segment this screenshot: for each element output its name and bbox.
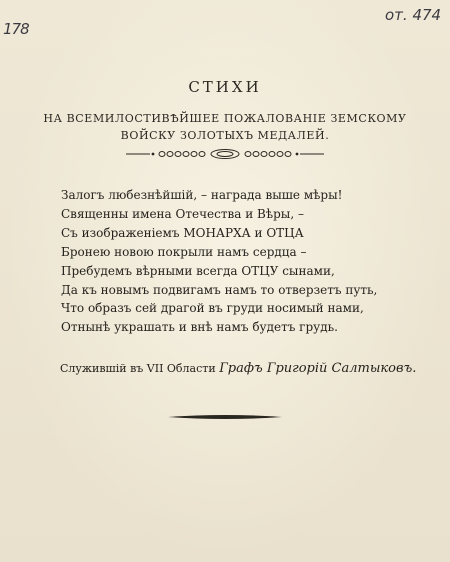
handwritten-page-number: 178 (3, 20, 29, 38)
poem-line: Съ изображеніемъ МОНАРХА и ОТЦА (61, 225, 304, 240)
poem-line: Бронею новою покрыли намъ сердца – (61, 244, 307, 259)
poem-line: Залогъ любезнѣйшій, – награда выше мѣры! (61, 188, 343, 202)
poem-title: СТИХИ (188, 78, 262, 96)
handwritten-shelf-mark: от. 474 (385, 6, 442, 24)
poem-body (61, 186, 421, 337)
author-signature (60, 361, 420, 376)
signature-prefix: Служившій въ VII Области (60, 362, 216, 375)
subtitle-line-2: ВОЙСКУ ЗОЛОТЫХЪ МЕДАЛЕЙ. (120, 129, 330, 142)
poem-line: Да къ новымъ подвигамъ намъ то отверзетъ путь, (61, 282, 378, 297)
author-name: Графъ Григорій Салтыковъ. (219, 361, 417, 376)
poem-line: Отнынѣ украшать и внѣ намъ будетъ грудь. (61, 320, 338, 335)
decorative-ornament (126, 147, 324, 161)
poem-subtitle (40, 110, 410, 144)
closing-rule (168, 413, 282, 421)
subtitle-line-1: НА ВСЕМИЛОСТИВѢЙШЕЕ ПОЖАЛОВАНІЕ ЗЕМСКОМУ (43, 112, 407, 125)
poem-line: Пребудемъ вѣрными всегда ОТЦУ сынами, (61, 263, 335, 278)
poem-line: Священны имена Отечества и Вѣры, – (61, 206, 304, 221)
poem-line: Что образъ сей драгой въ груди носимый нами, (61, 301, 364, 316)
